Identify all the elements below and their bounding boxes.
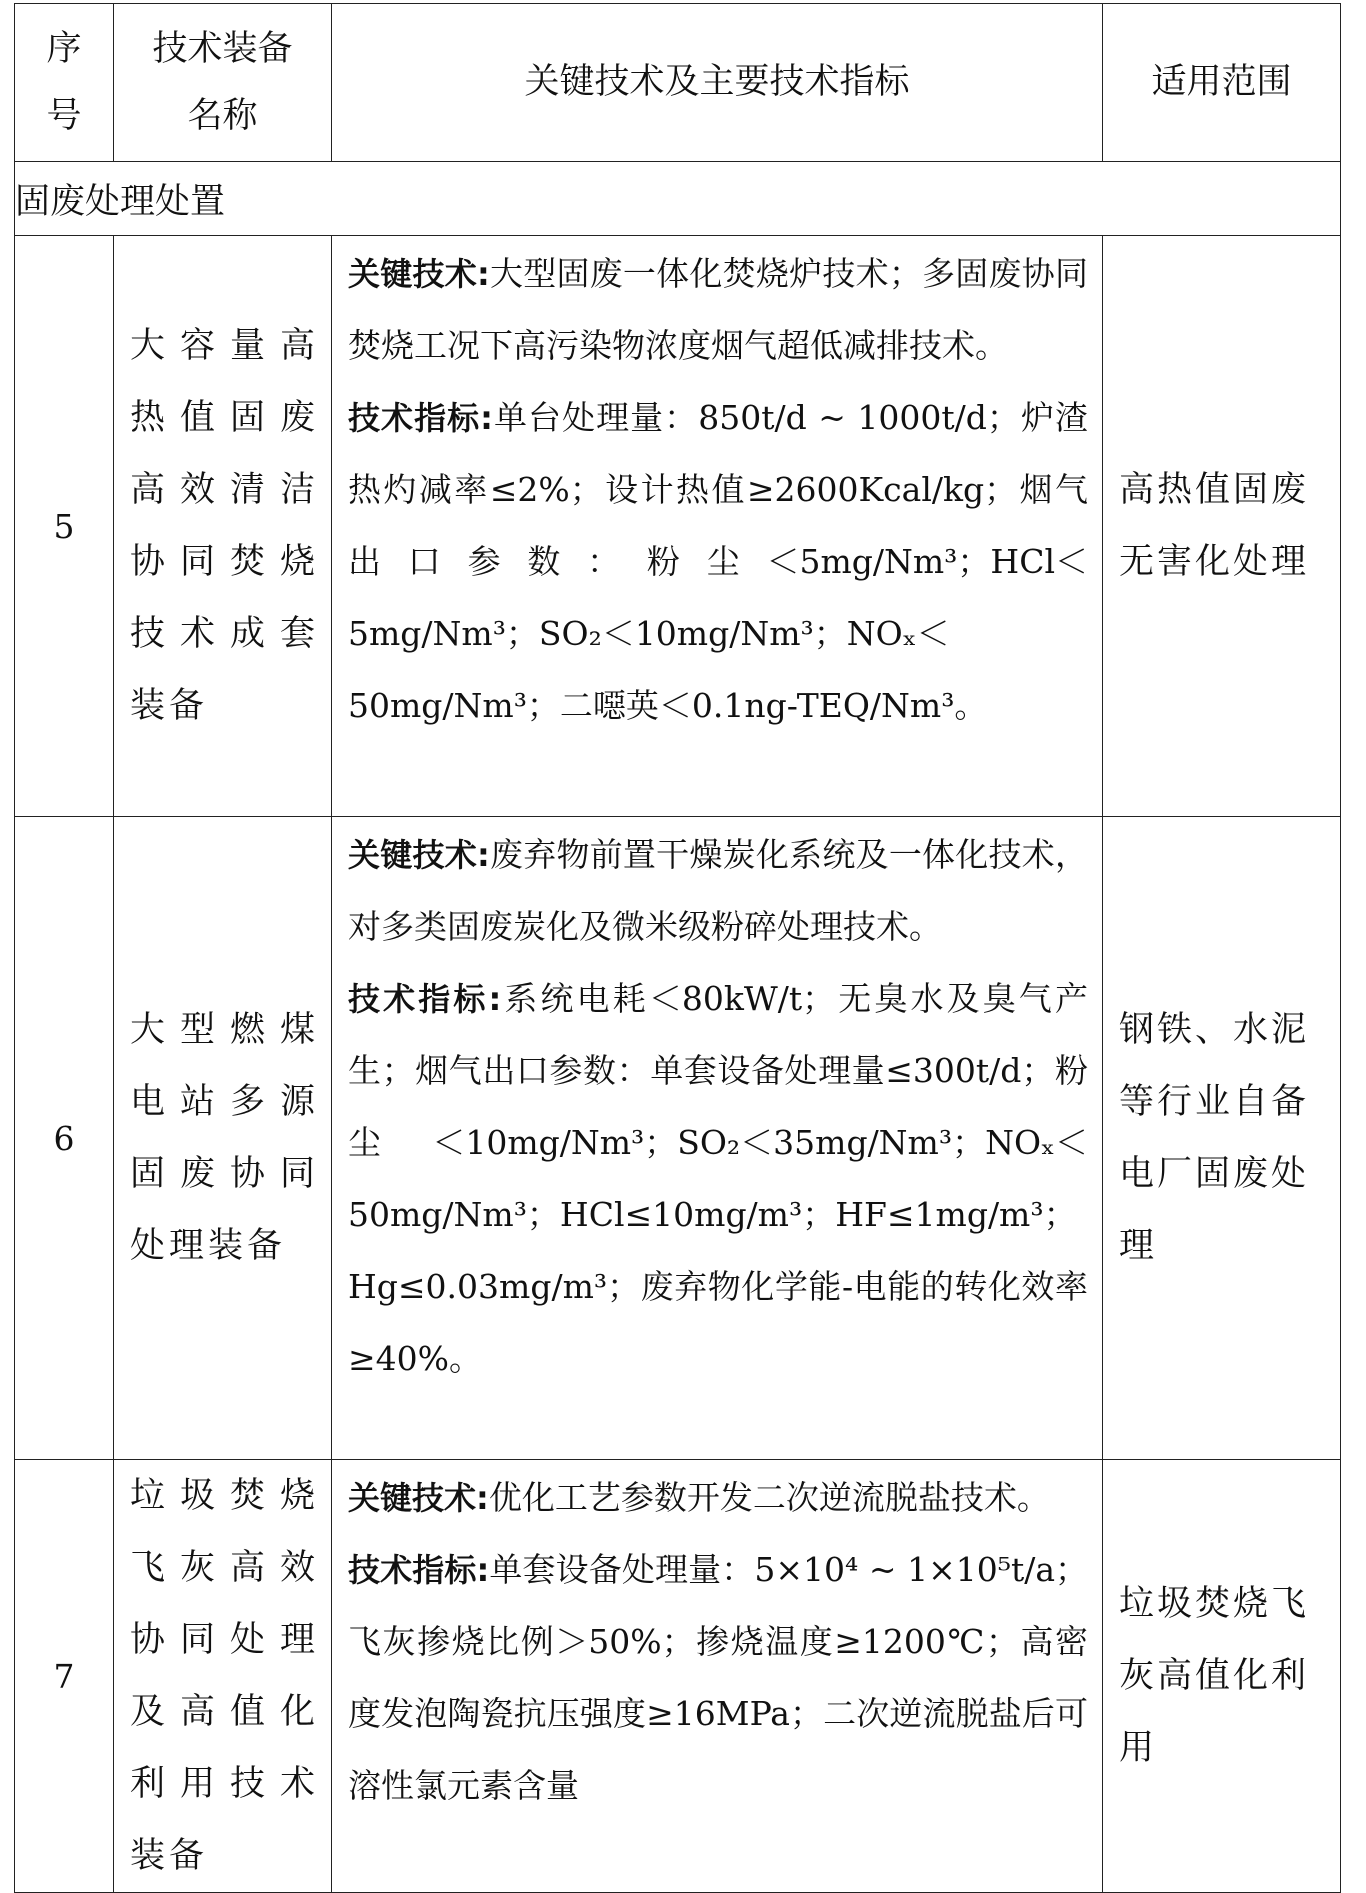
indicator-paragraph bbox=[348, 1534, 1088, 1822]
indicator-label: 技术指标: bbox=[348, 399, 493, 437]
application-scope: 垃圾焚烧飞灰高值化利用 bbox=[1103, 1460, 1341, 1893]
key-technology-label: 关键技术: bbox=[348, 836, 490, 874]
key-technology-text: 废弃物前置干燥炭化系统及一体化技术，对多类固废炭化及微米级粉碎处理技术。 bbox=[348, 835, 1088, 946]
indicator-paragraph bbox=[348, 963, 1088, 1395]
key-technology-detail bbox=[332, 1460, 1103, 1893]
header-equipment-name: 技术装备 名称 bbox=[114, 4, 332, 162]
indicator-text: 单台处理量：850t/d ~ 1000t/d；炉渣热灼减率≤2%；设计热值≥2600Kcal/kg；烟气出口参数：粉尘＜5mg/Nm³；HCl＜5mg/Nm³；SO₂＜10mg/Nm³；NOₓ＜50mg/Nm³；二噁英＜0.1ng-TEQ/Nm³。 bbox=[348, 398, 1088, 725]
table-row bbox=[15, 236, 1341, 817]
equipment-name: 大容量高 热值固废 高效清洁 协同焚烧 技术成套 装备 bbox=[114, 236, 332, 817]
technology-table bbox=[14, 3, 1341, 1893]
indicator-label: 技术指标: bbox=[348, 980, 502, 1018]
indicator-text: 单套设备处理量：5×10⁴ ~ 1×10⁵t/a；飞灰掺烧比例＞50%；掺烧温度≥1200℃；高密度发泡陶瓷抗压强度≥16MPa；二次逆流脱盐后可溶性氯元素含量 bbox=[348, 1550, 1088, 1805]
key-technology-label: 关键技术: bbox=[348, 255, 490, 293]
equipment-name: 垃圾焚烧 飞灰高效 协同处理 及高值化 利用技术 装备 bbox=[114, 1460, 332, 1893]
header-key-technology: 关键技术及主要技术指标 bbox=[332, 4, 1103, 162]
indicator-label: 技术指标: bbox=[348, 1551, 490, 1589]
table-row bbox=[15, 817, 1341, 1460]
header-scope: 适用范围 bbox=[1103, 4, 1341, 162]
application-scope: 高热值固废无害化处理 bbox=[1103, 236, 1341, 817]
key-technology-paragraph bbox=[348, 238, 1088, 382]
key-technology-detail bbox=[332, 817, 1103, 1460]
row-number: 6 bbox=[15, 817, 114, 1460]
table-header-row bbox=[15, 4, 1341, 162]
key-technology-detail bbox=[332, 236, 1103, 817]
key-technology-paragraph bbox=[348, 1462, 1088, 1534]
application-scope: 钢铁、水泥等行业自备电厂固废处理 bbox=[1103, 817, 1341, 1460]
section-row bbox=[15, 162, 1341, 236]
key-technology-text: 大型固废一体化焚烧炉技术；多固废协同焚烧工况下高污染物浓度烟气超低减排技术。 bbox=[348, 254, 1088, 365]
row-number: 7 bbox=[15, 1460, 114, 1893]
indicator-text: 系统电耗＜80kW/t；无臭水及臭气产生；烟气出口参数：单套设备处理量≤300t/d；粉尘＜10mg/Nm³；SO₂＜35mg/Nm³；NOₓ＜50mg/Nm³；HCl≤10mg/m³；HF≤1mg/m³；Hg≤0.03mg/m³；废弃物化学能-电能的转化效率≥40%。 bbox=[348, 979, 1088, 1378]
key-technology-text: 优化工艺参数开发二次逆流脱盐技术。 bbox=[488, 1478, 1050, 1517]
indicator-paragraph bbox=[348, 382, 1088, 742]
section-title: 固废处理处置 bbox=[15, 162, 1341, 236]
table-row bbox=[15, 1460, 1341, 1893]
equipment-name: 大型燃煤 电站多源 固废协同 处理装备 bbox=[114, 817, 332, 1460]
row-number: 5 bbox=[15, 236, 114, 817]
key-technology-label: 关键技术: bbox=[348, 1479, 489, 1517]
header-serial-number: 序 号 bbox=[15, 4, 114, 162]
key-technology-paragraph bbox=[348, 819, 1088, 963]
